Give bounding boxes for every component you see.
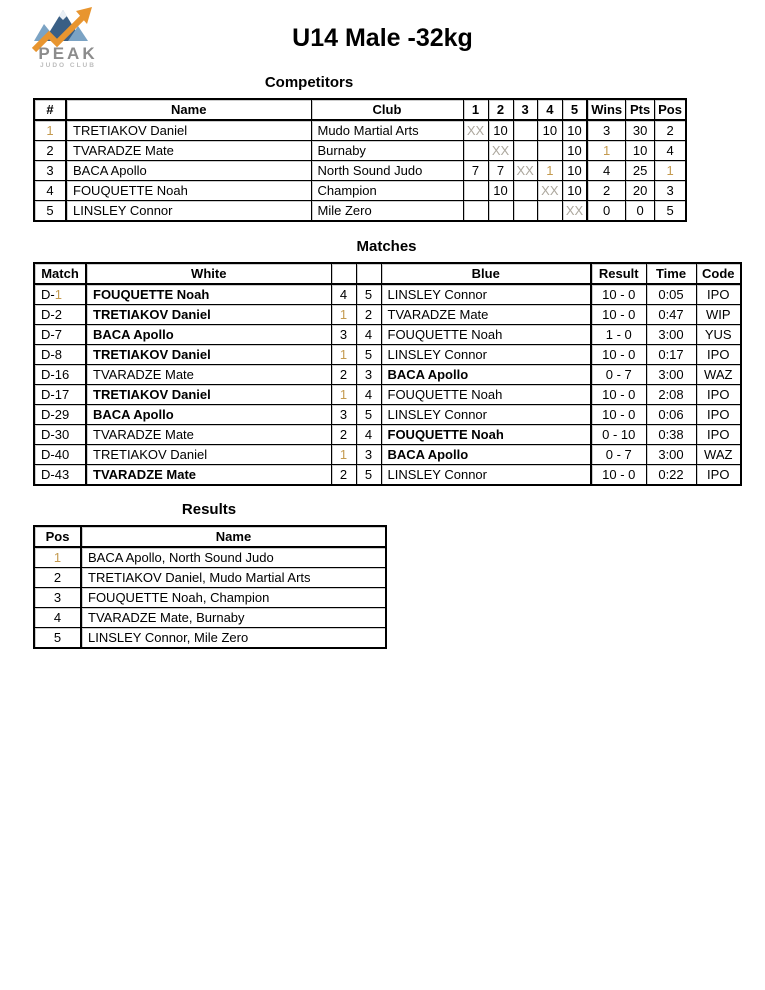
results-table	[33, 525, 387, 649]
match-time: 3:00	[646, 365, 696, 385]
match-result: 10 - 0	[591, 345, 646, 365]
col-blue-num	[356, 263, 381, 284]
score-vs-3	[513, 201, 537, 222]
result-row	[34, 628, 386, 649]
match-code: IPO	[696, 284, 741, 305]
match-row	[34, 365, 741, 385]
blue-competitor-name: TVARADZE Mate	[381, 305, 591, 325]
final-position: 5	[34, 628, 81, 649]
white-competitor-number: 2	[331, 425, 356, 445]
position-value: 1	[655, 161, 686, 181]
competitor-club: Mile Zero	[311, 201, 463, 222]
white-competitor-name: TRETIAKOV Daniel	[86, 345, 331, 365]
wins-count: 1	[587, 141, 625, 161]
score-vs-4: 10	[537, 120, 562, 141]
white-competitor-name: TRETIAKOV Daniel	[86, 385, 331, 405]
matches-tbody	[34, 284, 741, 485]
blue-competitor-number: 2	[356, 305, 381, 325]
blue-competitor-name: BACA Apollo	[381, 365, 591, 385]
competitor-row	[34, 141, 686, 161]
match-number-digit: 16	[54, 367, 70, 382]
score-vs-5: XX	[562, 201, 587, 222]
white-competitor-number: 4	[331, 284, 356, 305]
results-header	[34, 526, 386, 547]
competitors-table	[33, 98, 687, 222]
match-code: IPO	[696, 425, 741, 445]
match-number-digit: 43	[54, 467, 70, 482]
blue-competitor-name: LINSLEY Connor	[381, 465, 591, 486]
match-time: 0:06	[646, 405, 696, 425]
match-number-digit: 7	[54, 327, 62, 342]
match-code: WAZ	[696, 445, 741, 465]
white-competitor-name: TVARADZE Mate	[86, 465, 331, 486]
match-number-digit: 1	[54, 287, 62, 302]
competitors-tbody	[34, 120, 686, 221]
match-time: 0:38	[646, 425, 696, 445]
score-vs-2	[488, 201, 513, 222]
blue-competitor-number: 4	[356, 425, 381, 445]
position-value: 5	[655, 201, 686, 222]
score-vs-1	[463, 181, 488, 201]
match-result: 10 - 0	[591, 465, 646, 486]
matches-header-row	[34, 263, 741, 284]
score-vs-2: XX	[488, 141, 513, 161]
match-number: D-7	[34, 325, 86, 345]
match-number: D-30	[34, 425, 86, 445]
blue-competitor-name: LINSLEY Connor	[381, 405, 591, 425]
results-tbody	[34, 547, 386, 648]
competitors-heading: Competitors	[264, 74, 354, 91]
white-competitor-name: BACA Apollo	[86, 325, 331, 345]
score-vs-2: 10	[488, 120, 513, 141]
competitor-row	[34, 181, 686, 201]
blue-competitor-name: FOUQUETTE Noah	[381, 325, 591, 345]
match-number-digit: 30	[54, 427, 70, 442]
points-count: 25	[626, 161, 655, 181]
blue-competitor-number: 4	[356, 325, 381, 345]
white-competitor-number: 1	[331, 385, 356, 405]
col-pts: Pts	[626, 99, 655, 120]
competitors-header-row	[34, 99, 686, 120]
score-vs-3	[513, 120, 537, 141]
competitor-row	[34, 120, 686, 141]
competitor-club: North Sound Judo	[311, 161, 463, 181]
final-position: 2	[34, 568, 81, 588]
match-row	[34, 445, 741, 465]
col-white: White	[86, 263, 331, 284]
logo-brand-text: PEAK	[38, 44, 98, 63]
match-number-digit: 29	[54, 407, 70, 422]
col-result-pos: Pos	[34, 526, 81, 547]
points-count: 20	[626, 181, 655, 201]
score-vs-4: 1	[537, 161, 562, 181]
competitor-name: TVARADZE Mate	[66, 141, 311, 161]
score-vs-2: 7	[488, 161, 513, 181]
match-result: 10 - 0	[591, 385, 646, 405]
result-row	[34, 588, 386, 608]
blue-competitor-name: BACA Apollo	[381, 445, 591, 465]
competitor-number: 4	[34, 181, 66, 201]
match-code: YUS	[696, 325, 741, 345]
result-row	[34, 608, 386, 628]
points-count: 0	[626, 201, 655, 222]
col-pos: Pos	[655, 99, 686, 120]
match-number: D-8	[34, 345, 86, 365]
position-value: 2	[655, 120, 686, 141]
blue-competitor-number: 5	[356, 345, 381, 365]
match-time: 0:22	[646, 465, 696, 486]
result-row	[34, 547, 386, 568]
white-competitor-number: 2	[331, 465, 356, 486]
white-competitor-number: 3	[331, 405, 356, 425]
score-vs-4: XX	[537, 181, 562, 201]
match-result: 1 - 0	[591, 325, 646, 345]
match-code: IPO	[696, 345, 741, 365]
score-vs-3: XX	[513, 161, 537, 181]
competitor-club: Burnaby	[311, 141, 463, 161]
match-code: IPO	[696, 405, 741, 425]
score-vs-5: 10	[562, 120, 587, 141]
final-name: BACA Apollo, North Sound Judo	[81, 547, 386, 568]
match-code: WIP	[696, 305, 741, 325]
mountain-arrow-icon	[32, 5, 104, 69]
final-position: 4	[34, 608, 81, 628]
white-competitor-name: TVARADZE Mate	[86, 425, 331, 445]
score-vs-3	[513, 141, 537, 161]
col-code: Code	[696, 263, 741, 284]
score-vs-5: 10	[562, 141, 587, 161]
matches-table	[33, 262, 742, 486]
competitor-name: BACA Apollo	[66, 161, 311, 181]
match-number-digit: 40	[54, 447, 70, 462]
peak-judo-club-logo	[32, 5, 104, 69]
wins-count: 0	[587, 201, 625, 222]
score-vs-1: 7	[463, 161, 488, 181]
match-time: 0:17	[646, 345, 696, 365]
match-number: D-1	[34, 284, 86, 305]
wins-count: 3	[587, 120, 625, 141]
blue-competitor-number: 5	[356, 405, 381, 425]
competitor-name: LINSLEY Connor	[66, 201, 311, 222]
final-name: TRETIAKOV Daniel, Mudo Martial Arts	[81, 568, 386, 588]
col-blue: Blue	[381, 263, 591, 284]
match-code: WAZ	[696, 365, 741, 385]
score-vs-4	[537, 141, 562, 161]
final-name: LINSLEY Connor, Mile Zero	[81, 628, 386, 649]
wins-count: 2	[587, 181, 625, 201]
col-wins: Wins	[587, 99, 625, 120]
col-result: Result	[591, 263, 646, 284]
page-title: U14 Male -32kg	[292, 24, 473, 52]
competitor-number: 1	[34, 120, 66, 141]
competitor-name: FOUQUETTE Noah	[66, 181, 311, 201]
col-opp-1: 1	[463, 99, 488, 120]
match-number-digit: 8	[54, 347, 62, 362]
white-competitor-number: 1	[331, 345, 356, 365]
match-number: D-29	[34, 405, 86, 425]
blue-competitor-number: 3	[356, 365, 381, 385]
col-result-name: Name	[81, 526, 386, 547]
col-opp-2: 2	[488, 99, 513, 120]
wins-count: 4	[587, 161, 625, 181]
blue-competitor-name: FOUQUETTE Noah	[381, 425, 591, 445]
final-position: 1	[34, 547, 81, 568]
final-name: TVARADZE Mate, Burnaby	[81, 608, 386, 628]
score-vs-3	[513, 181, 537, 201]
col-time: Time	[646, 263, 696, 284]
match-row	[34, 425, 741, 445]
blue-competitor-number: 3	[356, 445, 381, 465]
competitors-header	[34, 99, 686, 120]
score-vs-1	[463, 141, 488, 161]
match-number-digit: 17	[54, 387, 70, 402]
logo-subtitle-text: JUDO CLUB	[40, 62, 96, 69]
match-number: D-2	[34, 305, 86, 325]
competitor-name: TRETIAKOV Daniel	[66, 120, 311, 141]
white-competitor-name: TRETIAKOV Daniel	[86, 445, 331, 465]
match-row	[34, 405, 741, 425]
white-competitor-number: 2	[331, 365, 356, 385]
final-position: 3	[34, 588, 81, 608]
white-competitor-number: 1	[331, 305, 356, 325]
col-name: Name	[66, 99, 311, 120]
white-competitor-number: 3	[331, 325, 356, 345]
competitor-row	[34, 201, 686, 222]
match-time: 3:00	[646, 325, 696, 345]
results-heading: Results	[181, 501, 237, 518]
competitor-number: 3	[34, 161, 66, 181]
white-competitor-name: TRETIAKOV Daniel	[86, 305, 331, 325]
match-result: 10 - 0	[591, 305, 646, 325]
score-vs-4	[537, 201, 562, 222]
match-number-digit: 2	[54, 307, 62, 322]
white-competitor-name: TVARADZE Mate	[86, 365, 331, 385]
score-vs-5: 10	[562, 181, 587, 201]
match-number: D-16	[34, 365, 86, 385]
white-competitor-name: FOUQUETTE Noah	[86, 284, 331, 305]
score-vs-1	[463, 201, 488, 222]
match-number: D-17	[34, 385, 86, 405]
match-time: 0:05	[646, 284, 696, 305]
match-time: 3:00	[646, 445, 696, 465]
competitor-row	[34, 161, 686, 181]
col-opp-4: 4	[537, 99, 562, 120]
match-number: D-40	[34, 445, 86, 465]
points-count: 10	[626, 141, 655, 161]
match-time: 0:47	[646, 305, 696, 325]
col-number: #	[34, 99, 66, 120]
col-opp-3: 3	[513, 99, 537, 120]
match-row	[34, 345, 741, 365]
match-row	[34, 284, 741, 305]
match-row	[34, 305, 741, 325]
match-result: 10 - 0	[591, 405, 646, 425]
match-number: D-43	[34, 465, 86, 486]
blue-competitor-number: 4	[356, 385, 381, 405]
final-name: FOUQUETTE Noah, Champion	[81, 588, 386, 608]
blue-competitor-number: 5	[356, 465, 381, 486]
points-count: 30	[626, 120, 655, 141]
col-match: Match	[34, 263, 86, 284]
competitor-club: Champion	[311, 181, 463, 201]
competitor-club: Mudo Martial Arts	[311, 120, 463, 141]
matches-header	[34, 263, 741, 284]
match-result: 0 - 7	[591, 365, 646, 385]
score-vs-1: XX	[463, 120, 488, 141]
match-result: 10 - 0	[591, 284, 646, 305]
match-row	[34, 465, 741, 486]
competitor-number: 5	[34, 201, 66, 222]
blue-competitor-name: LINSLEY Connor	[381, 345, 591, 365]
blue-competitor-name: FOUQUETTE Noah	[381, 385, 591, 405]
match-code: IPO	[696, 385, 741, 405]
match-time: 2:08	[646, 385, 696, 405]
match-result: 0 - 10	[591, 425, 646, 445]
results-header-row	[34, 526, 386, 547]
blue-competitor-number: 5	[356, 284, 381, 305]
col-club: Club	[311, 99, 463, 120]
match-row	[34, 325, 741, 345]
white-competitor-number: 1	[331, 445, 356, 465]
result-row	[34, 568, 386, 588]
match-row	[34, 385, 741, 405]
score-vs-2: 10	[488, 181, 513, 201]
col-white-num	[331, 263, 356, 284]
position-value: 3	[655, 181, 686, 201]
match-code: IPO	[696, 465, 741, 486]
match-result: 0 - 7	[591, 445, 646, 465]
white-competitor-name: BACA Apollo	[86, 405, 331, 425]
competitor-number: 2	[34, 141, 66, 161]
col-opp-5: 5	[562, 99, 587, 120]
score-vs-5: 10	[562, 161, 587, 181]
position-value: 4	[655, 141, 686, 161]
blue-competitor-name: LINSLEY Connor	[381, 284, 591, 305]
matches-heading: Matches	[356, 238, 417, 255]
